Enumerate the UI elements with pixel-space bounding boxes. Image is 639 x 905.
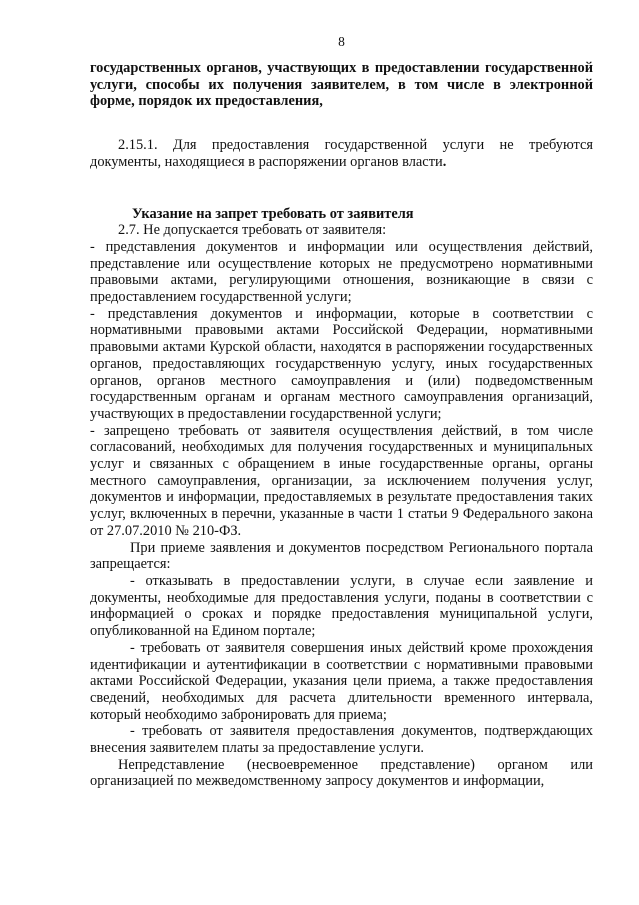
page-number: 8 (338, 34, 345, 49)
paragraph-2-15-1 (90, 137, 593, 170)
portal-item-payment-docs: - требовать от заявителя предоставления документов, подтверждающих внесения заявителем платы за предоставление услуги. (90, 723, 593, 757)
paragraph-portal-intro: При приеме заявления и документов посредством Регионального портала запрещается: (90, 539, 593, 573)
portal-item-other-actions: - требовать от заявителя совершения иных действий кроме прохождения идентификации и аутентификации в соответствии с нормативными правовыми актами Российской Федерации, указания цели приема, а также предоставления сведений, необходимых для расчета длительности временного интервала, который необходимо забронировать для приема; (90, 639, 593, 723)
section-heading-continuation: государственных органов, участвующих в предоставлении государственной услуги, способы их получения заявителем, в том числе в электронной форме, порядок их предоставления, (90, 60, 593, 110)
section-heading-prohibition: Указание на запрет требовать от заявителя (132, 205, 414, 222)
paragraph-2-15-1-text: 2.15.1. Для предоставления государственной услуги не требуются документы, находящиеся в распоряжении органов власти (90, 137, 593, 170)
list-item-documents-held-by-authorities: - представления документов и информации, которые в соответствии с нормативными правовыми актами Российской Федерации, нормативными правовыми актами Курской области, находятся в распоряжении государственных органов, предоставляющих государственную услугу, иных государственных органов, органов местного самоуправления и (или) подведомственным государственным органам и органам местного самоуправления организаций, участвующих в предоставлении государственной услуги; (90, 305, 593, 422)
portal-item-refusal: - отказывать в предоставлении услуги, в случае если заявление и документы, необходимые для предоставления услуги, поданы в соответствии с информацией о сроках и порядке предоставления муниципальной услуги, опубликованной на Едином портале; (90, 572, 593, 640)
list-item-actions-prohibited: - запрещено требовать от заявителя осуществления действий, в том числе согласований, необходимых для получения государственных и муниципальных услуг и связанных с обращением в иные государственные органы, органы местного самоуправления, организации, за исключением получения услуг, документов и информации, предоставляемых в результате предоставления таких услуг, включенных в перечни, указанные в части 1 статьи 9 Федерального закона от 27.07.2010 № 210-ФЗ. (90, 422, 593, 539)
paragraph-2-7: 2.7. Не допускается требовать от заявителя: (118, 222, 387, 239)
paragraph-2-15-1-period: . (442, 153, 447, 170)
list-item-documents-not-required: - представления документов и информации или осуществления действий, представление или осуществление которых не предусмотрено нормативными правовыми актами, регулирующими отношения, возникающие в связи с предоставлением государственной услуги; (90, 238, 593, 306)
paragraph-non-submission: Непредставление (несвоевременное представление) органом или организацией по межведомственному запросу документов и информации, (90, 756, 593, 790)
